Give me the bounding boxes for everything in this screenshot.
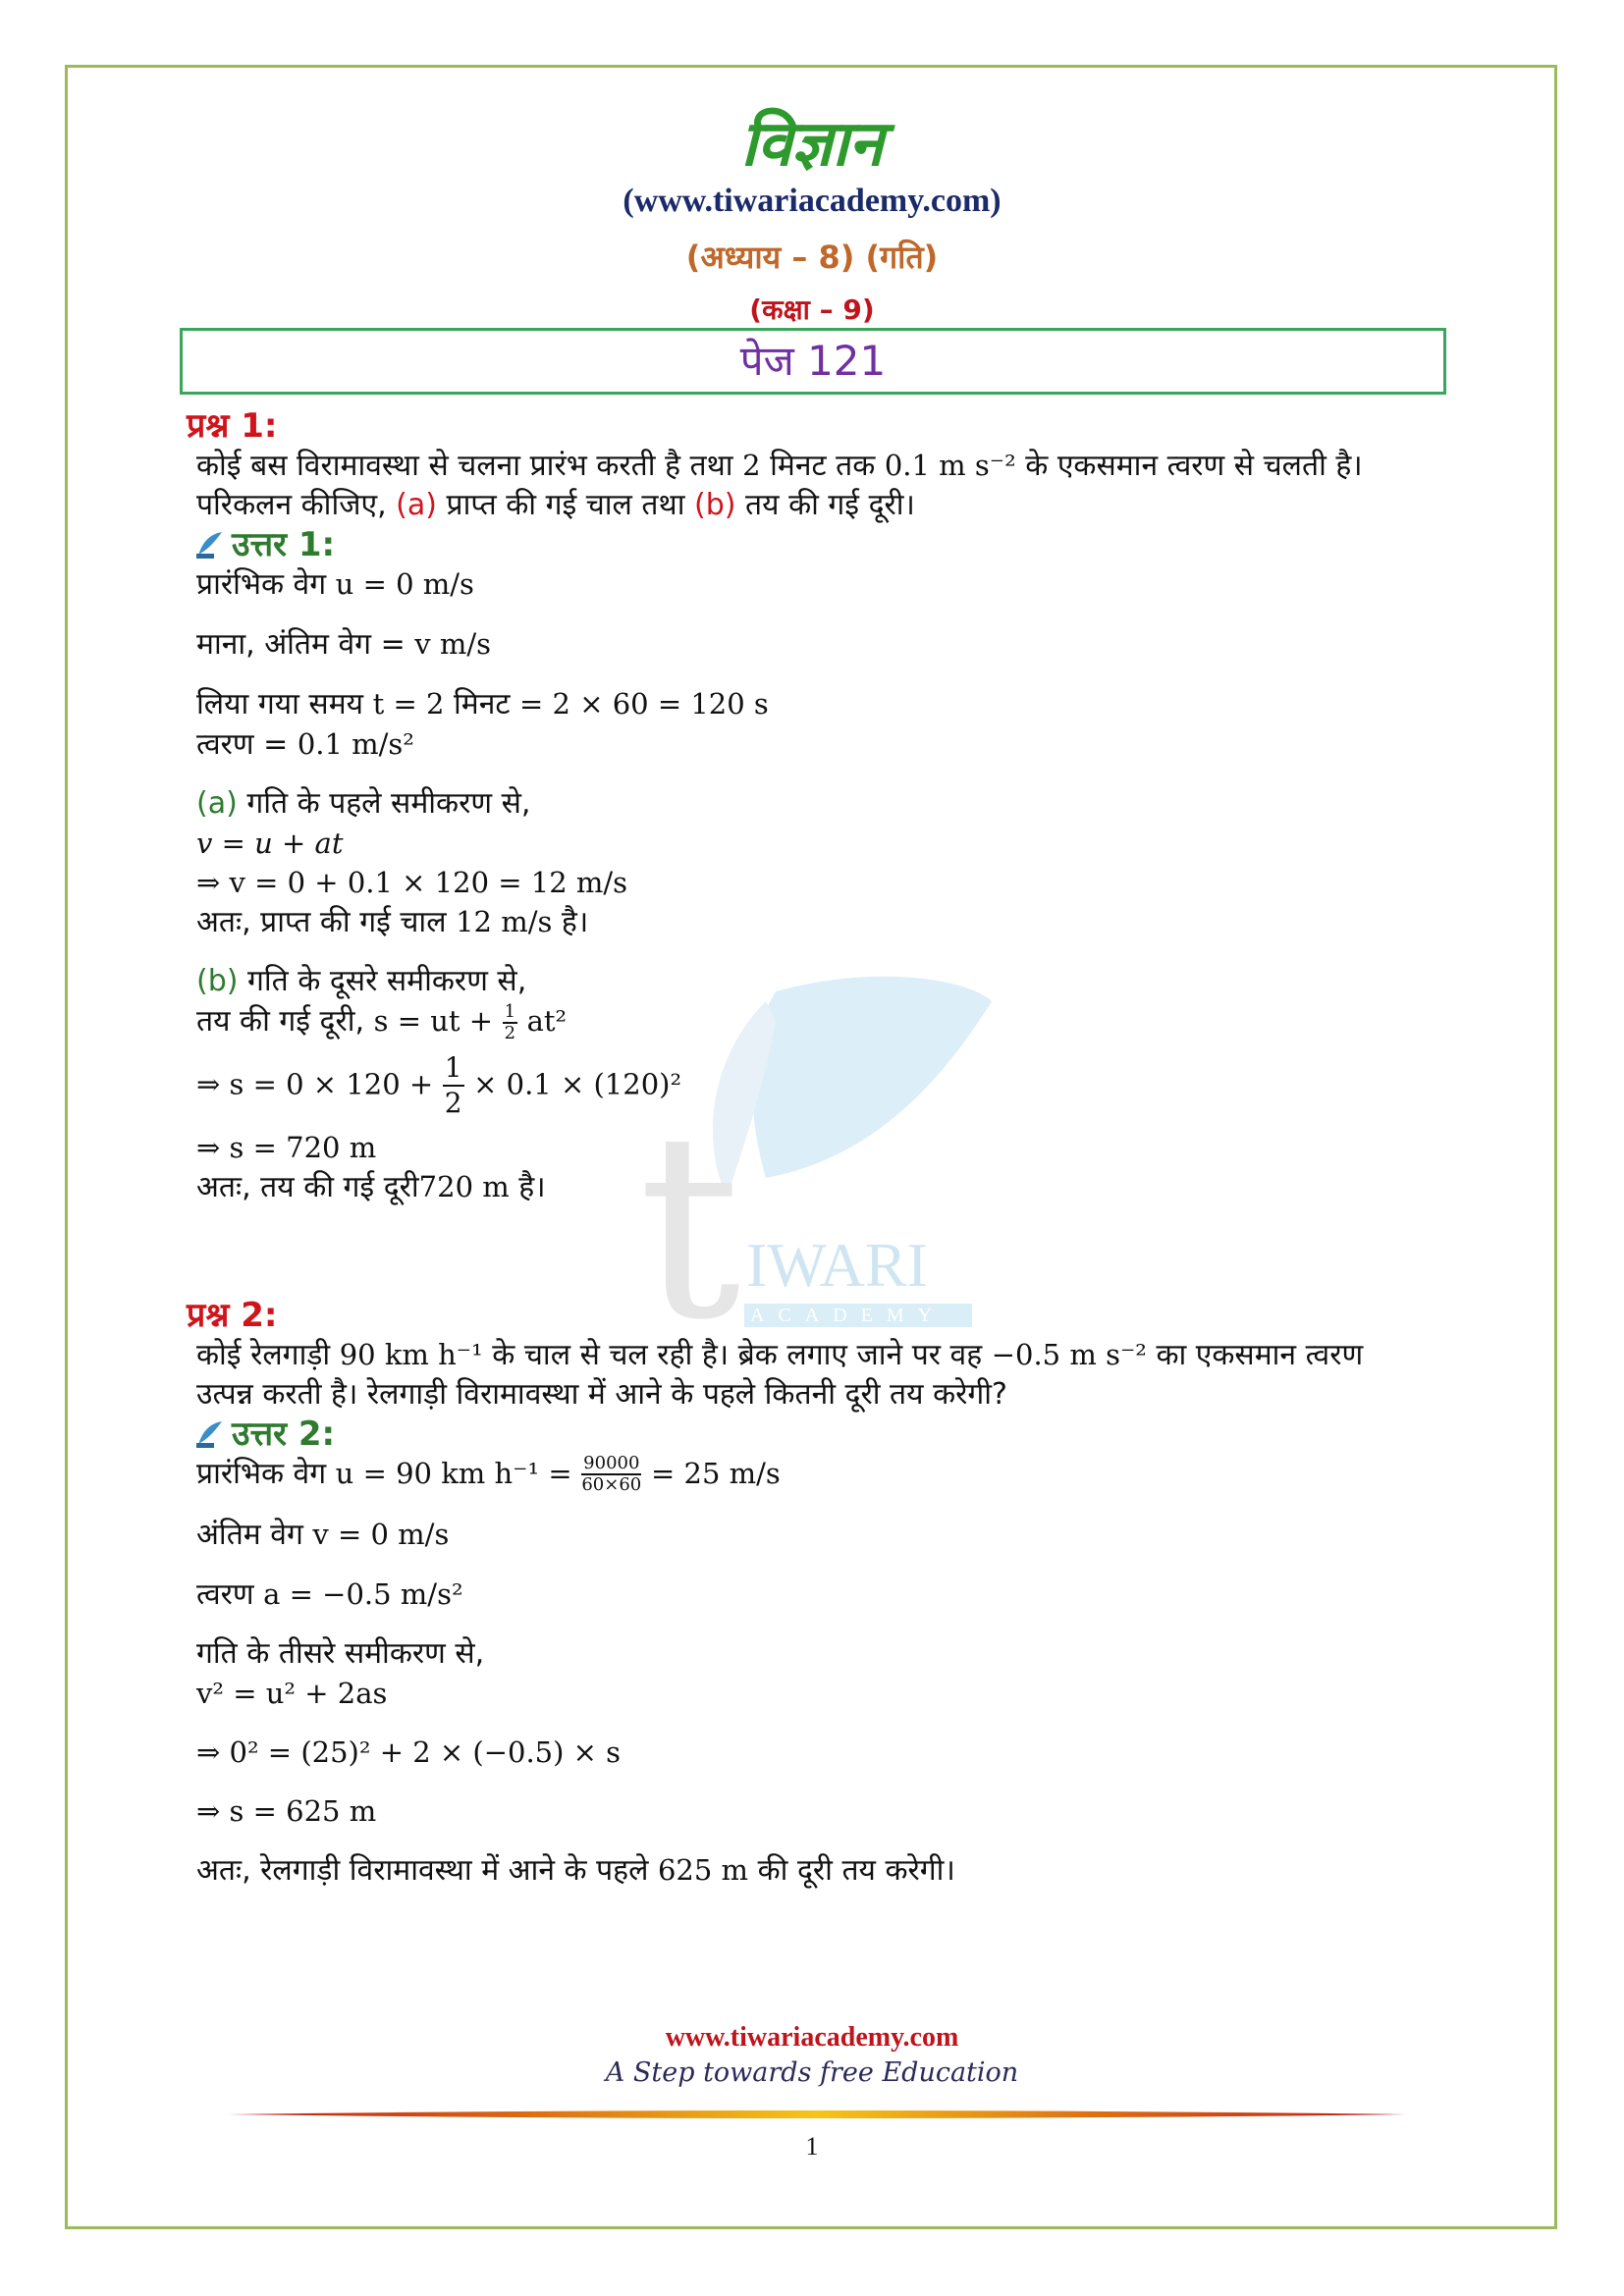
a1-label: लिया गया समय (196, 687, 364, 721)
pen-icon (194, 530, 224, 560)
a2-math: a = −0.5 m/s² (263, 1577, 463, 1611)
a1-label: प्रारंभिक वेग (196, 567, 327, 602)
a2-initial-velocity (196, 1454, 1473, 1496)
a2-math: = 25 m/s (650, 1456, 781, 1490)
a1-label: मिनट (453, 687, 511, 721)
a2-equation-3: ⇒ s = 625 m (196, 1794, 377, 1828)
q1-text: तय की गई दूरी। (745, 488, 915, 522)
a2-label: की दूरी तय करेगी। (757, 1853, 955, 1888)
pen-icon (194, 1419, 224, 1449)
a1-label: तय की गई दूरी, (196, 1004, 365, 1039)
part-b-label: (b) (196, 964, 239, 998)
a1-math: 12 m/s (456, 905, 553, 938)
a1-final-velocity (196, 624, 1473, 665)
a1-label: है। (518, 1169, 546, 1204)
frac-num: 90000 (583, 1453, 640, 1473)
part-a-label: (a) (196, 786, 238, 821)
chapter-label: (अध्याय – 8) (गति) (685, 239, 939, 276)
q1-text: प्राप्त की गई चाल तथा (446, 488, 685, 522)
header-website: (www.tiwariacademy.com) (623, 183, 1001, 219)
a1-time (196, 684, 1473, 724)
answer-1-label: उत्तर 1: (232, 525, 336, 564)
a1-equation-1: v = u + at (196, 827, 344, 860)
a1-conclusion-b (196, 1167, 1473, 1207)
a1-math: u = 0 m/s (335, 567, 474, 601)
q2-text: के चाल से चल रही है। ब्रेक लगाए जाने पर वह (492, 1337, 983, 1372)
frac-den: 60×60 (581, 1474, 642, 1495)
a1-part-b-heading (196, 962, 1473, 1001)
a1-label: अतः, प्राप्त की गई चाल (196, 905, 447, 939)
q2-text: का एकसमान त्वरण (1156, 1337, 1364, 1372)
a1-equation-2: ⇒ v = 0 + 0.1 × 120 = 12 m/s (196, 866, 628, 899)
a1-acceleration (196, 724, 1473, 765)
answer-1-heading (194, 525, 1473, 564)
a2-label: अंतिम वेग (196, 1518, 303, 1552)
page-label: पेज 121 (739, 337, 887, 385)
page-title: विज्ञान (740, 108, 884, 181)
fraction-half (503, 1002, 517, 1043)
footer-divider (228, 2110, 1406, 2118)
a1-distance-formula (196, 1001, 1473, 1043)
watermark-sub: ACADEMY (750, 1305, 947, 1326)
a1-math: 720 m (418, 1169, 510, 1203)
a1-math: = 2 × 60 = 120 s (519, 687, 769, 721)
a2-conclusion (196, 1850, 1473, 1891)
frac-den: 2 (444, 1086, 462, 1119)
a1-math: ⇒ s = 0 × 120 + (196, 1067, 434, 1100)
a1-math: t = 2 (372, 687, 445, 721)
fraction-velocity (581, 1454, 641, 1495)
a1-label: गति के पहले समीकरण से, (246, 786, 531, 821)
a1-math: 0.1 m/s² (297, 727, 414, 761)
a1-label: है। (561, 905, 589, 939)
frac-num: 1 (504, 1000, 516, 1022)
a2-equation-1: v² = u² + 2as (196, 1677, 388, 1710)
a1-label: माना, अंतिम वेग = (196, 627, 406, 662)
a2-third-equation-heading: गति के तीसरे समीकरण से, (196, 1636, 485, 1671)
a2-label: अतः, रेलगाड़ी विरामावस्था में आने के पहले (196, 1853, 649, 1888)
a1-math: at² (526, 1004, 568, 1038)
a2-math: 625 m (657, 1853, 749, 1887)
a1-label: गति के दूसरे समीकरण से, (247, 964, 527, 998)
q1-text: मिनट तक (770, 449, 876, 483)
question-1-line-1 (196, 446, 1473, 486)
watermark-letter: t (638, 1080, 741, 1355)
a1-initial-velocity (196, 564, 1473, 605)
fraction-half (443, 1051, 464, 1120)
main-content (187, 400, 1473, 1891)
a2-final-velocity (196, 1515, 1473, 1555)
a1-math: v m/s (414, 627, 492, 661)
footer-website: www.tiwariacademy.com (665, 2022, 959, 2053)
q1-text: परिकलन कीजिए, (196, 488, 387, 522)
answer-2-heading (194, 1415, 1473, 1454)
question-2-line-2: उत्पन्न करती है। रेलगाड़ी विरामावस्था में आने के पहले कितनी दूरी तय करेगी? (196, 1376, 1007, 1412)
frac-num: 1 (443, 1051, 464, 1087)
a2-label: त्वरण (196, 1577, 254, 1612)
q1-accel: 0.1 m s⁻² (884, 449, 1016, 482)
a2-label: प्रारंभिक वेग (196, 1456, 327, 1491)
watermark-brand: IWARI (746, 1230, 928, 1300)
page-number: 1 (805, 2132, 819, 2161)
question-2-line-1 (196, 1335, 1473, 1375)
a1-math: s = ut + (373, 1004, 494, 1038)
q1-minutes: 2 (742, 449, 761, 482)
footer-tagline: A Step towards free Education (605, 2057, 1019, 2088)
a1-part-a-heading (196, 784, 1473, 824)
q2-text: कोई रेलगाड़ी (196, 1337, 331, 1372)
frac-den: 2 (504, 1022, 516, 1043)
q1-text: के एकसमान त्वरण से चलती है। (1025, 449, 1363, 483)
class-label: (कक्षा – 9) (749, 294, 875, 326)
a1-conclusion-a (196, 902, 1473, 942)
a1-math: × 0.1 × (120)² (473, 1067, 682, 1100)
a2-acceleration (196, 1575, 1473, 1615)
q2-speed: 90 km h⁻¹ (339, 1337, 483, 1371)
q2-accel: −0.5 m s⁻² (991, 1337, 1147, 1371)
question-2-heading: प्रश्न 2: (187, 1295, 278, 1335)
page-number-box (180, 328, 1446, 395)
a1-label: त्वरण = (196, 727, 289, 762)
q1-text: कोई बस विरामावस्था से चलना प्रारंभ करती है तथा (196, 449, 733, 483)
question-1-line-2 (196, 486, 1473, 525)
question-1-heading: प्रश्न 1: (187, 406, 278, 446)
a2-equation-2: ⇒ 0² = (25)² + 2 × (−0.5) × s (196, 1735, 622, 1769)
q1-label-b: (b) (694, 488, 736, 522)
answer-2-label: उत्तर 2: (232, 1414, 336, 1454)
a2-math: v = 0 m/s (312, 1518, 450, 1551)
a1-equation-4: ⇒ s = 720 m (196, 1130, 377, 1164)
a1-label: अतः, तय की गई दूरी (196, 1169, 419, 1204)
q1-label-a: (a) (396, 488, 437, 522)
a2-math: u = 90 km h⁻¹ = (335, 1456, 572, 1490)
a1-equation-3 (196, 1051, 1473, 1120)
